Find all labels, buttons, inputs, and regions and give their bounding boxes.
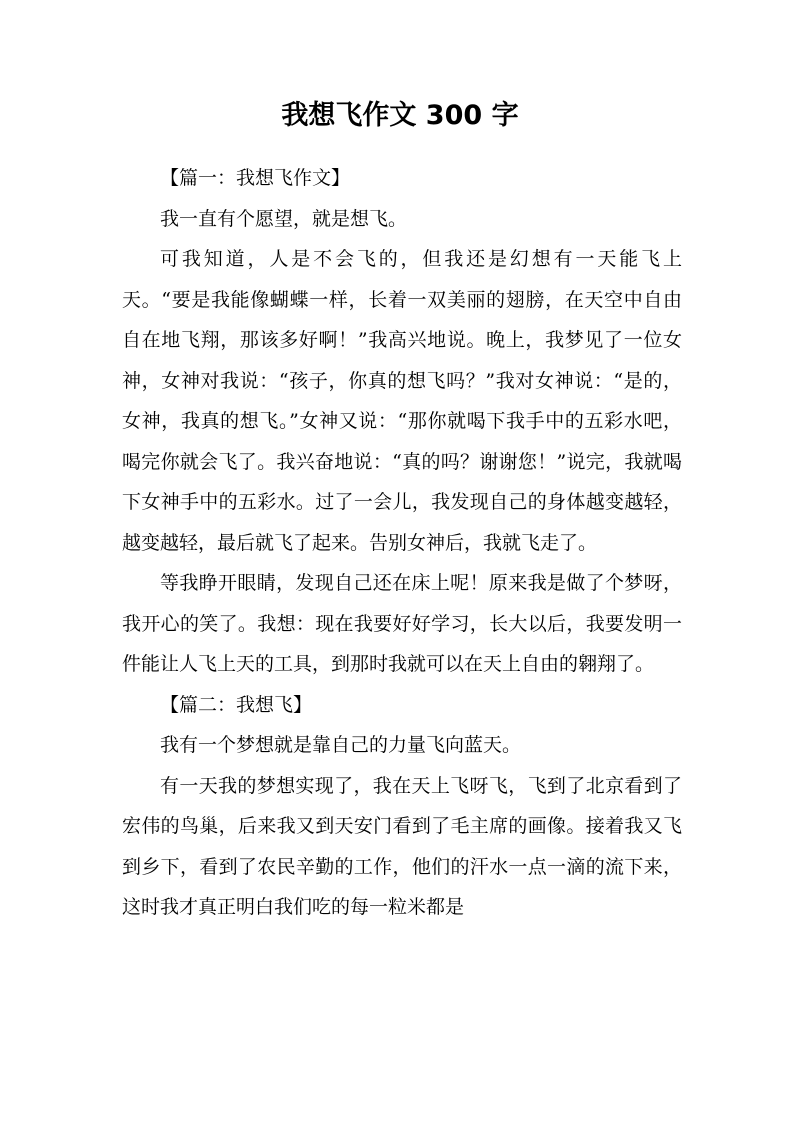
section-heading-1: 【篇一：我想飞作文】	[160, 167, 351, 189]
paragraph: 我一直有个愿望，就是想飞。	[160, 207, 408, 230]
document-title: 我想飞作文 300 字	[281, 100, 519, 131]
paragraph: 我有一个梦想就是靠自己的力量飞向蓝天。	[160, 734, 522, 756]
paragraph: 有一天我的梦想实现了，我在天上飞呀飞，飞到了北京看到了宏伟的鸟巢，后来我又到天安门看到了毛主席的画像。接着我又飞到乡下，看到了农民辛勤的工作，他们的汗水一点一滴的流下来，这时我才真正明白我们吃的每一粒米都是	[122, 774, 682, 918]
paragraph: 可我知道，人是不会飞的，但我还是幻想有一天能飞上天。“要是我能像蝴蝶一样，长着一双美丽的翅膀，在天空中自由自在地飞翔，那该多好啊！”我高兴地说。晚上，我梦见了一位女神，女神对我说：“孩子，你真的想飞吗？”我对女神说：“是的，女神，我真的想飞。”女神又说：“那你就喝下我手中的五彩水吧，喝完你就会飞了。我兴奋地说：“真的吗？谢谢您！”说完，我就喝下女神手中的五彩水。过了一会儿，我发现自己的身体越变越轻，越变越轻，最后就飞了起来。告别女神后，我就飞走了。	[122, 248, 682, 554]
section-heading-2: 【篇二：我想飞】	[160, 693, 313, 716]
paragraph: 等我睁开眼睛，发现自己还在床上呢！原来我是做了个梦呀，我开心的笑了。我想：现在我要好好学习，长大以后，我要发明一件能让人飞上天的工具，到那时我就可以在天上自由的翱翔了。	[122, 572, 682, 675]
document-body	[122, 158, 682, 928]
